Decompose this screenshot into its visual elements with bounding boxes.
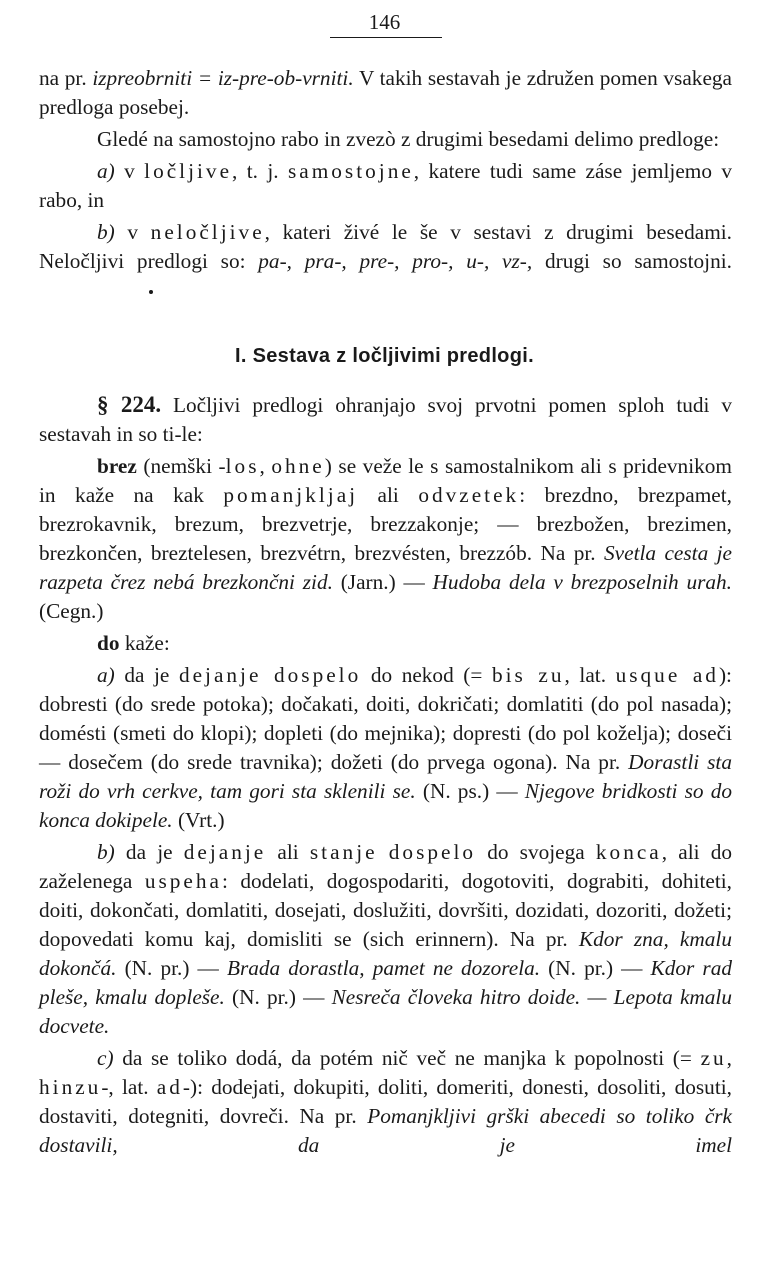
spaced-term: dejanje	[183, 840, 267, 864]
text-span: (N. pr.) —	[540, 956, 651, 980]
text-span: , kateri živé le še v sestavi z drugimi besedami. Neločljivi	[39, 220, 732, 273]
text-span: ali	[266, 840, 310, 864]
text-span: -, lat.	[101, 1075, 157, 1099]
header-rule	[330, 37, 442, 38]
spaced-term: pomanjkljaj	[223, 483, 359, 507]
list-marker: c)	[97, 1046, 114, 1070]
text-span	[378, 840, 389, 864]
text-span: v	[114, 220, 151, 244]
text-span: -): dodejati, dokupiti, doliti, domeriti, donesti, dosoliti, dosuti, dostaviti, dotegniti, dovreči. Na pr.	[39, 1075, 732, 1128]
spaced-term: konca	[595, 840, 662, 864]
spaced-term: zu	[700, 1046, 727, 1070]
paragraph-brez	[39, 452, 732, 626]
list-marker: a)	[97, 663, 115, 687]
spaced-term: uspeha	[144, 869, 222, 893]
example-italic: Pomanjkljivi grški abecedi so toliko črk dostavili, da je imel	[39, 1104, 733, 1157]
text-span: predlogi so:	[124, 249, 259, 273]
paragraph-4	[39, 218, 732, 305]
example-italic: izpreobrniti = iz-pre-ob-vrniti.	[92, 66, 354, 90]
text-span: na pr.	[39, 66, 93, 90]
list-marker: b)	[97, 220, 115, 244]
stray-dot	[149, 290, 153, 294]
section-number: § 224.	[97, 392, 162, 417]
spaced-term: samostojne	[287, 159, 414, 183]
text-span: , katere tudi same záse jemljemo v rabo, in	[39, 159, 733, 212]
text-span: (Cegn.)	[39, 599, 104, 623]
text-span: (nemški -	[136, 454, 226, 478]
paragraph-do	[39, 629, 732, 658]
paragraph-do-c	[39, 1044, 732, 1160]
text-span: ali	[358, 483, 419, 507]
paragraph-3	[39, 157, 732, 215]
text-span: (Vrt.)	[172, 808, 225, 832]
text-span: , t. j.	[232, 159, 288, 183]
example-italic: Svetla cesta je razpeta črez nebá brezkončni zid.	[39, 541, 733, 594]
text-span: da se toliko dodá, da potém nič več ne manjka k popolnosti (=	[113, 1046, 701, 1070]
text-span: kaže:	[119, 631, 170, 655]
example-italic: Kdor zna, kmalu dokončá.	[39, 927, 732, 980]
spaced-term: ad	[156, 1075, 183, 1099]
text-span: do svojega	[476, 840, 596, 864]
example-italic: Brada dorastla, pamet ne dozorela.	[226, 956, 541, 980]
example-italic: Njegove bridkosti so do konca dokipele.	[39, 779, 732, 832]
text-span: da je	[114, 663, 179, 687]
spaced-term: ohne	[271, 454, 325, 478]
paragraph-5	[39, 390, 732, 449]
text-span: ) se veže le s samostalnikom ali s pridevnikom in kaže na kak	[39, 454, 732, 507]
example-italic: Nesreča človeka hitro doide. — Lepota kmalu docvete.	[39, 985, 732, 1038]
section-heading: I. Sestava z ločljivimi predlogi.	[235, 345, 534, 367]
spaced-term: stanje	[309, 840, 378, 864]
spaced-term: neločljive	[150, 220, 265, 244]
headword: brez	[97, 454, 137, 478]
text-span: Ločljivi predlogi ohranjajo svoj prvotni pomen sploh tudi v sestavah in so ti-le:	[39, 393, 733, 446]
body-text-top	[39, 64, 732, 308]
text-span: (Jarn.) —	[332, 570, 433, 594]
body-text-main	[39, 390, 732, 1163]
spaced-term: odvzetek	[418, 483, 520, 507]
text-span: , ali do zaželenega	[39, 840, 733, 893]
list-marker: a)	[97, 159, 115, 183]
paragraph-2: Gledé na samostojno rabo in zvezò z drugimi besedami delimo predloge:	[97, 127, 720, 151]
spaced-term: hinzu	[39, 1075, 102, 1099]
text-span: V takih sestavah je združen pomen vsakega predloga posebej.	[39, 66, 732, 119]
spaced-term: ločljive	[144, 159, 233, 183]
list-marker: b)	[97, 840, 115, 864]
text-span: v	[114, 159, 145, 183]
spaced-term: dospelo	[388, 840, 477, 864]
text-span: ): dobresti (do srede potoka); dočakati, doiti, dokričati; domlatiti (do pol nasada); domésti (smeti do klopi); dopleti (do mejnika); dopresti (do pol koželja); doseči — dosečem (do srede travnika); dožeti (do prvega ogona). Na pr.	[39, 663, 732, 774]
text-span: (N. pr.) —	[116, 956, 227, 980]
text-span: : dodelati, dogospodariti, dogotoviti, dograbiti, dohiteti, doiti, dokončati, domlatiti, dosejati, doslužiti, dovršiti, dozidati, dozoriti, dožeti; dopovedati komu kaj, domisliti se (sich erinnern). Na pr.	[39, 869, 732, 951]
paragraph-1	[39, 64, 732, 122]
example-italic: Kdor rad pleše, kmalu dopleše.	[39, 956, 733, 1009]
text-span: ,	[259, 454, 272, 478]
example-italic: Dorastli sta roži do vrh cerkve, tam gori sta sklenili se.	[39, 750, 733, 803]
text-span: da je	[114, 840, 184, 864]
paragraph-do-a	[39, 661, 732, 835]
text-span: : brezdno, brezpamet, brezrokavnik, brezum, brezvetrje, brezzakonje; — brezbožen, brezimen, brezkončen, breztelesen, brezvétrn, brezvésten, brezzób. Na pr.	[39, 483, 732, 565]
page-number: 146	[368, 10, 401, 34]
spaced-term: bis zu	[491, 663, 565, 687]
text-span: drugi so samostojni.	[532, 249, 732, 273]
text-span: do nekod (=	[361, 663, 492, 687]
spaced-term: dejanje dospelo	[178, 663, 362, 687]
spaced-term: usque ad	[615, 663, 719, 687]
text-span: (N. ps.) —	[415, 779, 525, 803]
text-span: (N. pr.) —	[224, 985, 332, 1009]
example-italic: Hudoba dela v brezposelnih urah.	[432, 570, 733, 594]
spaced-term: los	[225, 454, 260, 478]
headword: do	[97, 631, 120, 655]
text-span: ,	[726, 1046, 732, 1070]
example-italic: pa-, pra-, pre-, pro-, u-, vz-,	[258, 249, 533, 273]
text-span: , lat.	[564, 663, 616, 687]
paragraph-do-b	[39, 838, 732, 1041]
